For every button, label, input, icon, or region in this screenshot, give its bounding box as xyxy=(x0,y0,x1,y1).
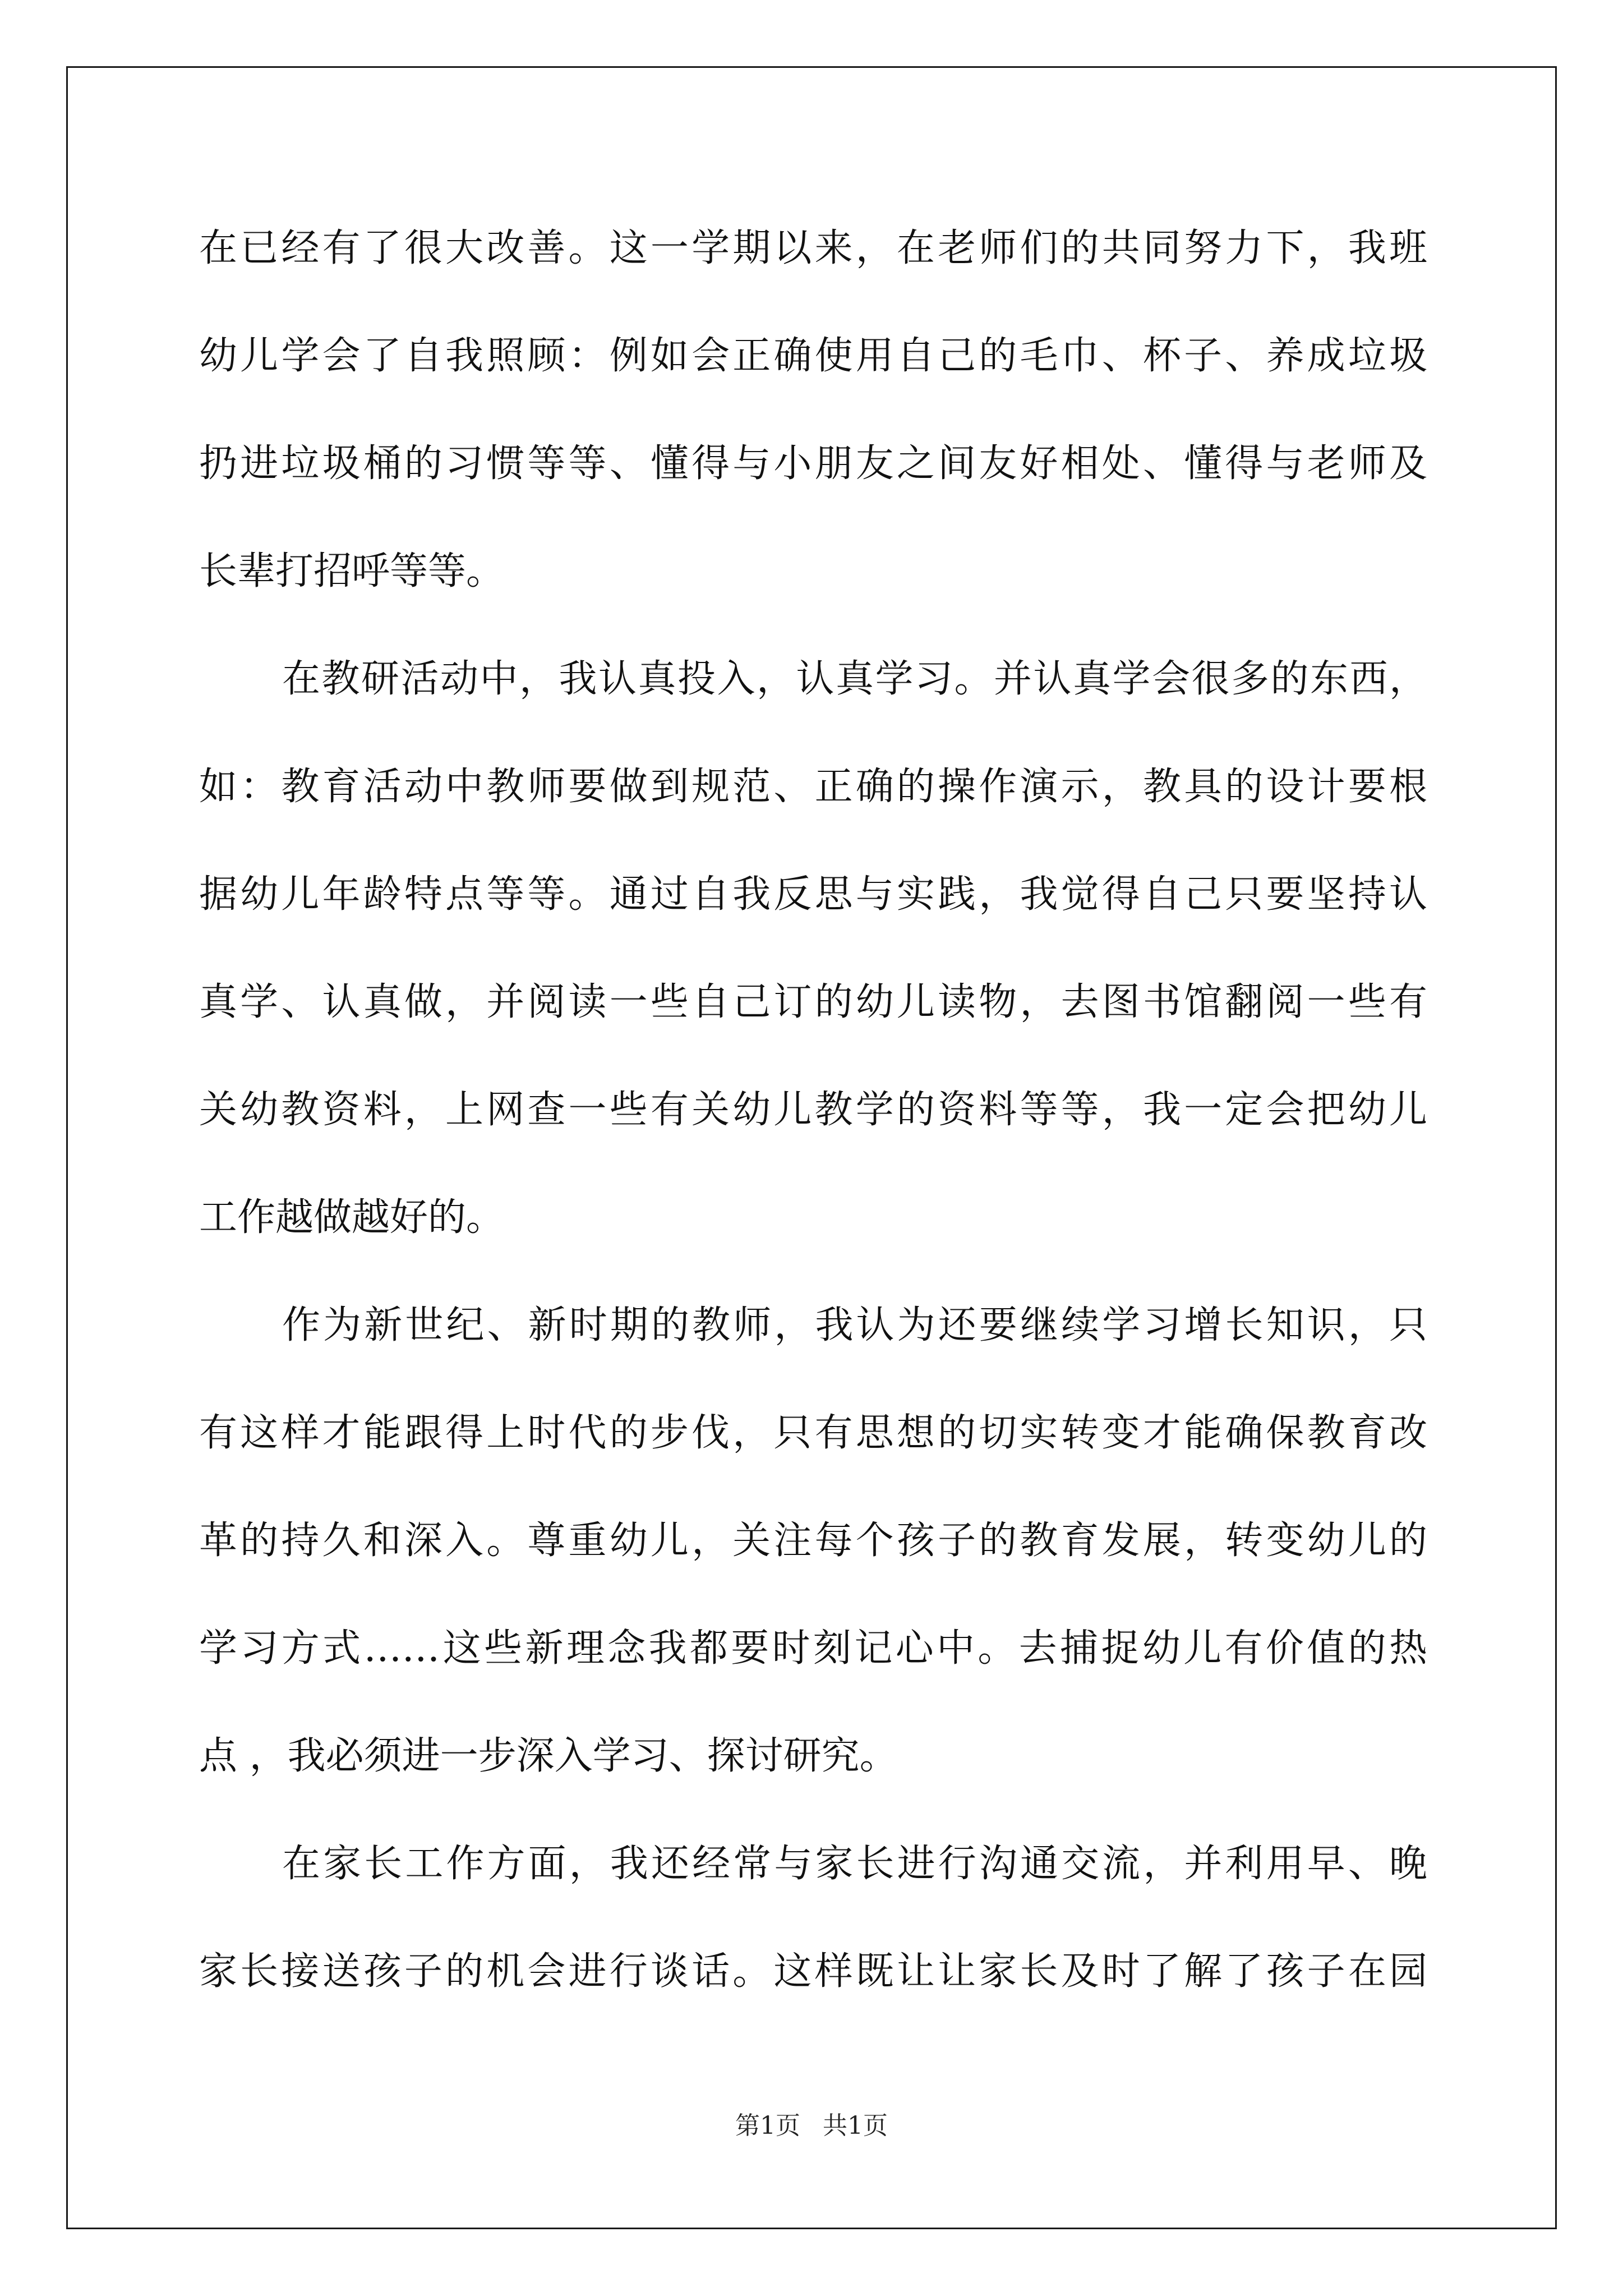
text-line: 如：教育活动中教师要做到规范、正确的操作演示，教具的设计要根 xyxy=(199,765,1427,809)
text-line: 幼儿学会了自我照顾：例如会正确使用自己的毛巾、杯子、养成垃圾 xyxy=(199,334,1427,378)
text-line: 革的持久和深入。尊重幼儿，关注每个孩子的教育发展，转变幼儿的 xyxy=(199,1519,1427,1563)
text-line: 家长接送孩子的机会进行谈话。这样既让让家长及时了解了孩子在园 xyxy=(199,1949,1427,1994)
text-line: 真学、认真做，并阅读一些自己订的幼儿读物，去图书馆翻阅一些有 xyxy=(199,980,1427,1024)
document-body xyxy=(199,218,1427,2049)
text-line: 在已经有了很大改善。这一学期以来，在老师们的共同努力下，我班 xyxy=(199,226,1427,270)
text-line: 点 ，我必须进一步深入学习、探讨研究。 xyxy=(199,1734,898,1778)
text-line: 有这样才能跟得上时代的步伐，只有思想的切实转变才能确保教育改 xyxy=(199,1411,1427,1455)
text-line: 学习方式……这些新理念我都要时刻记心中。去捕捉幼儿有价值的热 xyxy=(199,1626,1427,1671)
page-total: 共1页 xyxy=(823,2111,888,2140)
text-line: 在家长工作方面，我还经常与家长进行沟通交流，并利用早、晚 xyxy=(282,1842,1427,1886)
text-line: 工作越做越好的。 xyxy=(199,1195,505,1240)
text-line: 关幼教资料，上网查一些有关幼儿教学的资料等等，我一定会把幼儿 xyxy=(199,1088,1427,1132)
text-line: 据幼儿年龄特点等等。通过自我反思与实践，我觉得自己只要坚持认 xyxy=(199,872,1427,917)
page-number: 第1页 xyxy=(735,2111,800,2140)
page-footer xyxy=(0,2109,1623,2143)
text-line: 扔进垃圾桶的习惯等等、懂得与小朋友之间友好相处、懂得与老师及 xyxy=(199,441,1427,486)
text-line: 作为新世纪、新时期的教师，我认为还要继续学习增长知识，只 xyxy=(282,1303,1427,1347)
text-line: 长辈打招呼等等。 xyxy=(199,549,505,593)
text-line: 在教研活动中，我认真投入，认真学习。并认真学会很多的东西， xyxy=(282,657,1427,701)
